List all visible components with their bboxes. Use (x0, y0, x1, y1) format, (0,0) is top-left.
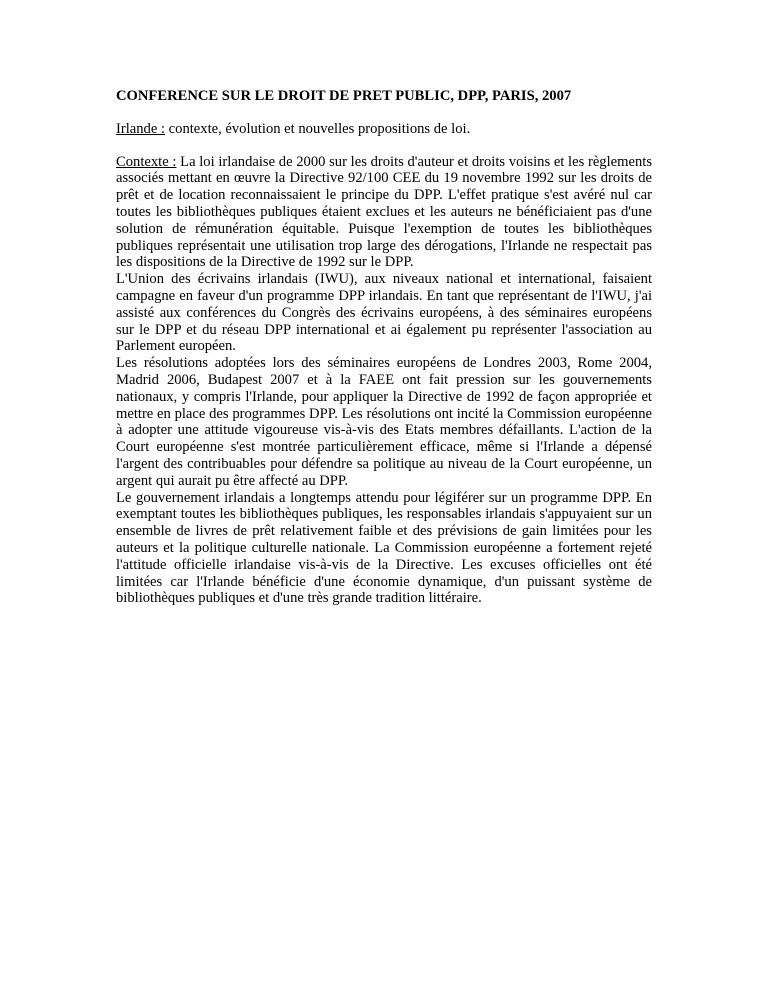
paragraph-government: Le gouvernement irlandais a longtemps attendu pour légiférer sur un programme DPP. En exemptant toutes les bibliothèques publiques, les responsables irlandais s'appuyaient sur un ensemble de livres de prêt relativement faible et des prévisions de gain limitées pour les auteurs et la politique culturelle nationale. La Commission européenne a fortement rejeté l'attitude officielle irlandaise vis-à-vis de la Directive. Les excuses officielles ont été limitées car l'Irlande bénéficie d'une économie dynamique, d'un puissant système de bibliothèques publiques et d'une très grande tradition littéraire. (116, 489, 652, 607)
paragraph-resolutions: Les résolutions adoptées lors des séminaires européens de Londres 2003, Rome 2004, Madrid 2006, Budapest 2007 et à la FAEE ont fait pression sur les gouvernements nationaux, y compris l'Irlande, pour appliquer la Directive de 1992 de façon appropriée et mettre en place des programmes DPP. Les résolutions ont incité la Commission européenne à adopter une attitude vigoureuse vis-à-vis des Etats membres défaillants. L'action de la Court européenne s'est montrée particulièrement efficace, même si l'Irlande a dépensé l'argent des contribuables pour défendre sa politique au niveau de la Court européenne, un argent qui aurait pu être affecté au DPP. (116, 355, 652, 489)
document-title: CONFERENCE SUR LE DROIT DE PRET PUBLIC, DPP, PARIS, 2007 (116, 88, 572, 104)
document-page (116, 88, 652, 607)
context-label: Contexte : (116, 153, 177, 170)
subtitle-text: contexte, évolution et nouvelles propositions de loi. (165, 120, 471, 137)
paragraph-context (116, 154, 652, 272)
country-label: Irlande : (116, 120, 166, 137)
paragraph-text: La loi irlandaise de 2000 sur les droits d'auteur et droits voisins et les règlements associés mettant en œuvre la Directive 92/100 CEE du 19 novembre 1992 sur les droits de prêt et de location reconnaissaient le principe du DPP. L'effet pratique s'est avéré nul car toutes les bibliothèques publiques étaient exclues et les auteurs ne bénéficiaient pas d'une solution de rémunération équitable. Puisque l'exemption de toutes les bibliothèques publiques représentait une utilisation trop large des dérogations, l'Irlande ne respectait pas les dispositions de la Directive de 1992 sur le DPP. (116, 153, 652, 271)
document-subtitle (116, 121, 652, 138)
paragraph-iwu: L'Union des écrivains irlandais (IWU), aux niveaux national et international, faisaient campagne en faveur d'un programme DPP irlandais. En tant que représentant de l'IWU, j'ai assisté aux conférences du Congrès des écrivains européens, à des séminaires européens sur le DPP et du réseau DPP international et ai également pu représenter l'association au Parlement européen. (116, 271, 652, 355)
